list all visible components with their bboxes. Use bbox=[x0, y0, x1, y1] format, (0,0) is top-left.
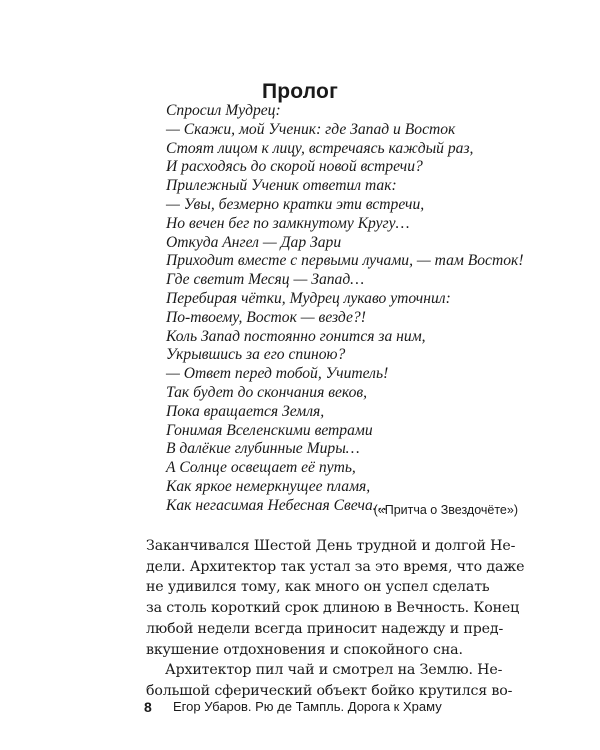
page-number: 8 bbox=[144, 699, 152, 715]
poem-line: — Ответ перед тобой, Учитель! bbox=[166, 365, 389, 383]
poem-line: По-твоему, Восток — везде?! bbox=[166, 308, 366, 326]
poem-line: Откуда Ангел — Дар Зари bbox=[166, 233, 342, 251]
poem-line: Спросил Мудрец: bbox=[166, 102, 281, 119]
poem-line: Как негасимая Небесная Свеча… bbox=[166, 496, 387, 514]
text-line: вкушение отдохновения и спокойного сна. bbox=[146, 641, 463, 658]
poem-line: — Увы, безмерно кратки эти встречи, bbox=[166, 195, 425, 213]
epigraph-source: («Притча о Звездочёте») bbox=[373, 503, 518, 517]
poem-line: Коль Запад постоянно гонится за ним, bbox=[166, 327, 426, 345]
poem-line: Гонимая Вселенскими ветрами bbox=[166, 421, 373, 439]
poem-line: Где светит Месяц — Запад… bbox=[166, 271, 365, 289]
epigraph-poem bbox=[166, 102, 524, 516]
body-text bbox=[146, 536, 524, 702]
text-line: большой сферический объект бойко крутился во- bbox=[146, 682, 513, 699]
poem-line: Перебирая чётки, Мудрец лукаво уточнил: bbox=[166, 289, 451, 307]
poem-line: Но вечен бег по замкнутому Кругу… bbox=[166, 214, 410, 232]
text-line: не удивился тому, как много он успел сделать bbox=[146, 579, 490, 596]
text-line: любой недели всегда приносит надежду и пред- bbox=[146, 620, 504, 637]
poem-line: — Скажи, мой Ученик: где Запад и Восток bbox=[166, 120, 456, 138]
poem-line: Как яркое немеркнущее пламя, bbox=[166, 477, 371, 495]
poem-line: Укрывшись за его спиною? bbox=[166, 346, 346, 364]
text-line: Архитектор пил чай и смотрел на Землю. Не- bbox=[165, 662, 503, 679]
chapter-title: Пролог bbox=[261, 80, 339, 104]
poem-line: Приходит вместе с первыми лучами, — там Восток! bbox=[166, 252, 524, 270]
text-line: дели. Архитектор так устал за это время, что даже bbox=[146, 558, 525, 575]
poem-line: Пока вращается Земля, bbox=[166, 402, 325, 420]
poem-line: В далёкие глубинные Миры… bbox=[166, 440, 360, 458]
text-line: за столь короткий срок длиною в Вечность. Конец bbox=[146, 600, 520, 617]
text-line: Заканчивался Шестой День трудной и долгой Не- bbox=[146, 538, 516, 554]
poem-line: Так будет до скончания веков, bbox=[166, 383, 368, 401]
poem-line: Прилежный Ученик ответил так: bbox=[166, 177, 397, 195]
poem-line: И расходясь до скорой новой встречи? bbox=[166, 158, 423, 176]
running-head: Егор Убаров. Рю де Тампль. Дорога к Храму bbox=[173, 699, 442, 714]
poem-line: Стоят лицом к лицу, встречаясь каждый раз, bbox=[166, 139, 474, 157]
poem-line: А Солнце освещает её путь, bbox=[166, 459, 356, 477]
